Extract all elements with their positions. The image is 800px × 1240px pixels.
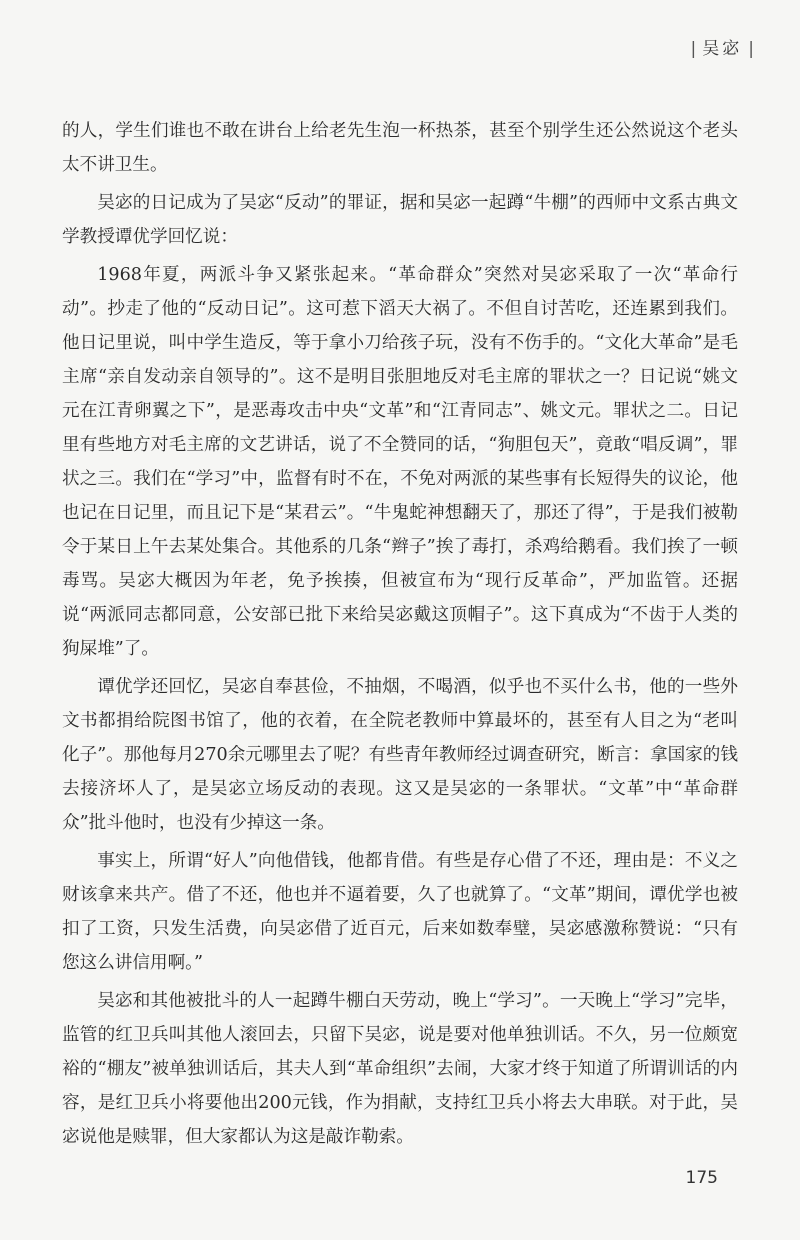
paragraph-continuation: 的人，学生们谁也不敢在讲台上给老先生泡一杯热茶，甚至个别学生还公然说这个老头太不讲卫生。 — [62, 121, 738, 175]
paragraph: 谭优学还回忆，吴宓自奉甚俭，不抽烟，不喝酒，似乎也不买什么书，他的一些外文书都捐给院图书馆了，他的衣着，在全院老教师中算最坏的，甚至有人目之为“老叫化子”。那他每月270余元哪里去了呢？有些青年教师经过调查研究，断言：拿国家的钱去接济坏人了，是吴宓立场反动的表现。这又是吴宓的一条罪状。“文革”中“革命群众”批斗他时，也没有少掉这一条。 — [62, 677, 738, 833]
running-header — [685, 34, 760, 59]
header-title: 吴宓 — [702, 39, 743, 59]
paragraph: 吴宓和其他被批斗的人一起蹲牛棚白天劳动，晚上“学习”。一天晚上“学习”完毕，监管的红卫兵叫其他人滚回去，只留下吴宓，说是要对他单独训话。不久，另一位颇宽裕的“棚友”被单独训话后，其夫人到“革命组织”去闹，大家才终于知道了所谓训话的内容，是红卫兵小将要他出200元钱，作为捐献，支持红卫兵小将去大串联。对于此，吴宓说他是赎罪，但大家都认为这是敲诈勒索。 — [62, 991, 738, 1147]
paragraph: 吴宓的日记成为了吴宓“反动”的罪证，据和吴宓一起蹲“牛棚”的西师中文系古典文学教授谭优学回忆说： — [62, 193, 738, 247]
paragraph: 事实上，所谓“好人”向他借钱，他都肯借。有些是存心借了不还，理由是：不义之财该拿来共产。借了不还，他也并不逼着要，久了也就算了。“文革”期间，谭优学也被扣了工资，只发生活费，向吴宓借了近百元，后来如数奉璧，吴宓感激称赞说：“只有您这么讲信用啊。” — [62, 851, 738, 973]
header-bar-right: | — [748, 39, 754, 59]
quoted-recollection: 1968年夏，两派斗争又紧张起来。“革命群众”突然对吴宓采取了一次“革命行动”。抄走了他的“反动日记”。这可惹下滔天大祸了。不但自讨苦吃，还连累到我们。他日记里说，叫中学生造反，等于拿小刀给孩子玩，没有不伤手的。“文化大革命”是毛主席“亲自发动亲自领导的”。这不是明目张胆地反对毛主席的罪状之一？日记说“姚文元在江青卵翼之下”，是恶毒攻击中央“文革”和“江青同志”、姚文元。罪状之二。日记里有些地方对毛主席的文艺讲话，说了不全赞同的话，“狗胆包天”，竟敢“唱反调”，罪状之三。我们在“学习”中，监督有时不在，不免对两派的某些事有长短得失的议论，他也记在日记里，而且记下是“某君云”。“牛鬼蛇神想翻天了，那还了得”，于是我们被勒令于某日上午去某处集合。其他系的几条“辫子”挨了毒打，杀鸡给鹅看。我们挨了一顿毒骂。吴宓大概因为年老，免予挨揍，但被宣布为“现行反革命”，严加监管。还据说“两派同志都同意，公安部已批下来给吴宓戴这顶帽子”。这下真成为“不齿于人类的狗屎堆”了。 — [62, 265, 738, 659]
page-body — [62, 114, 738, 1158]
page-number: 175 — [685, 1168, 718, 1188]
header-bar-left: | — [690, 39, 697, 59]
